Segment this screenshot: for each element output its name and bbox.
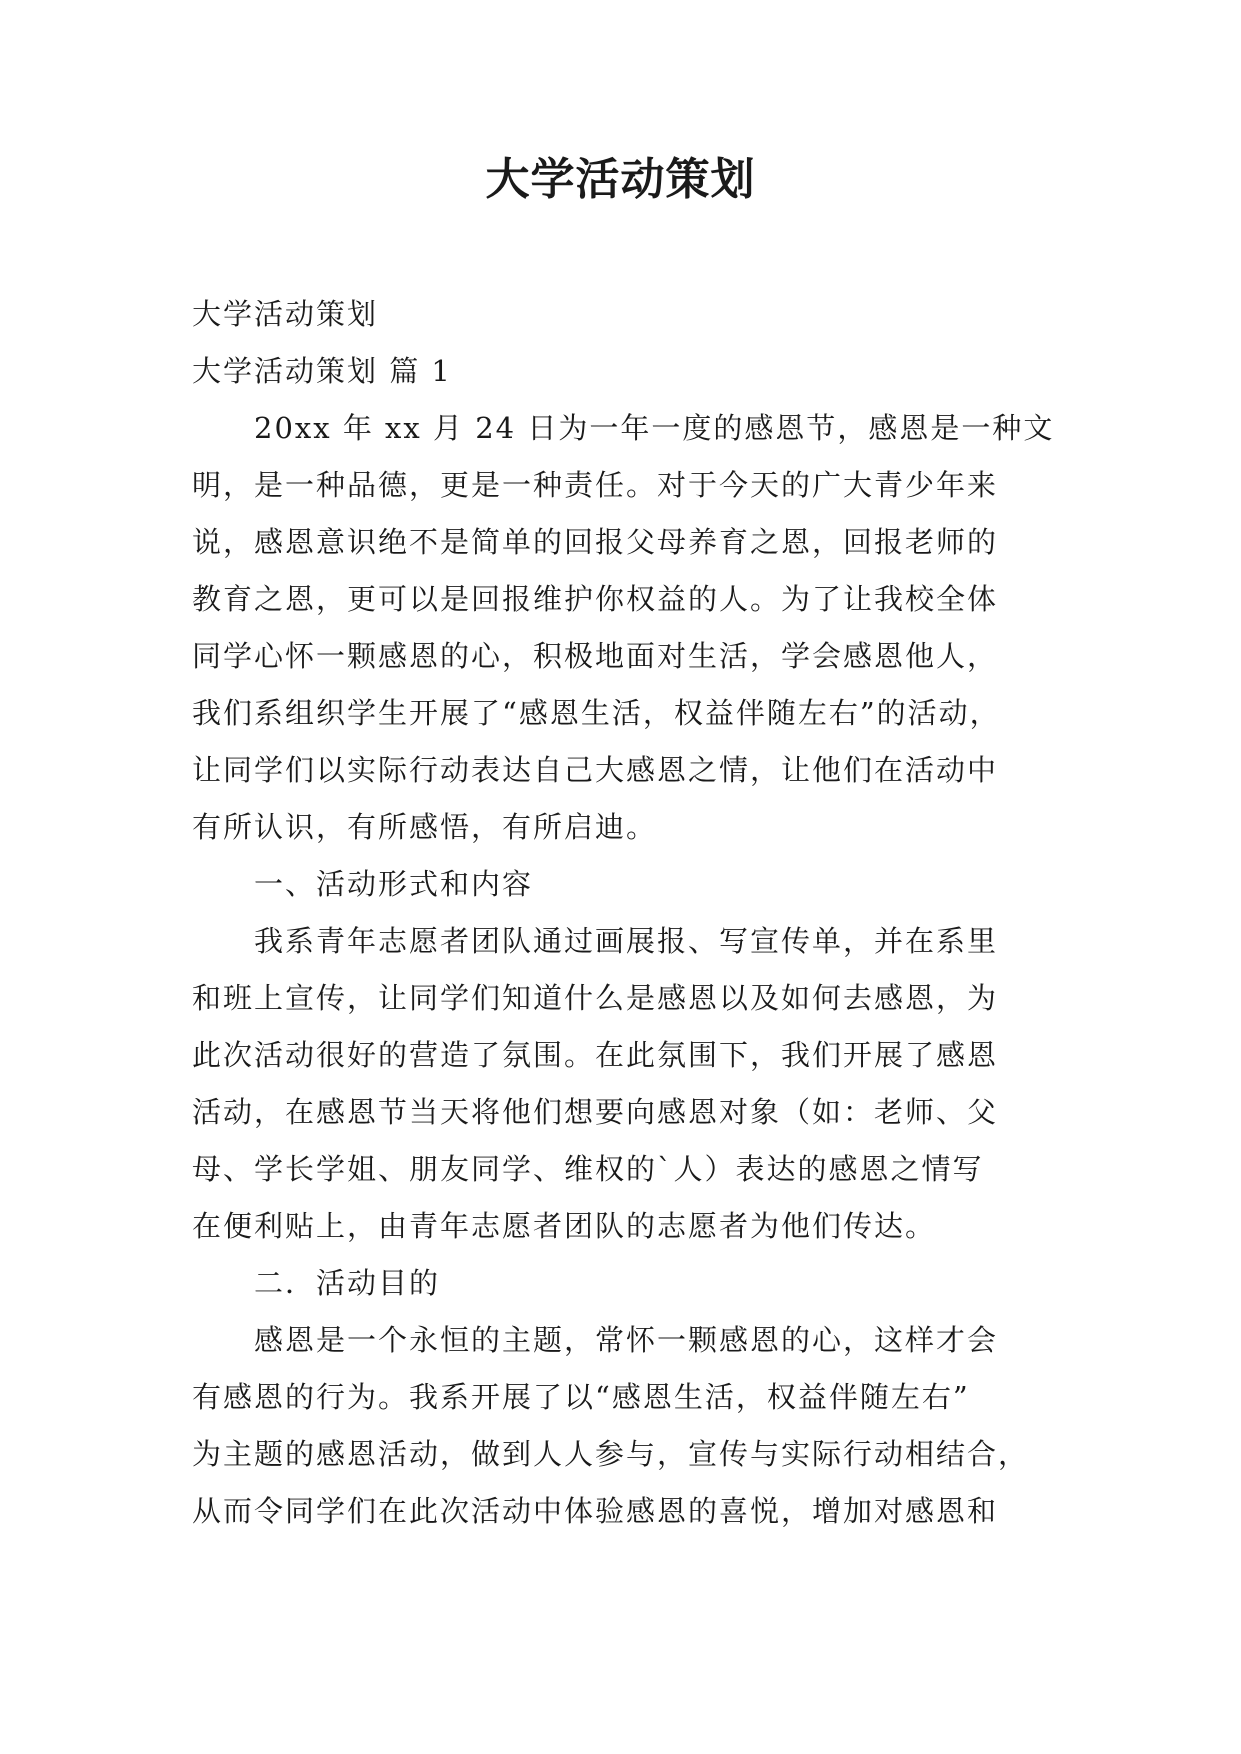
body-lines (192, 400, 1054, 1540)
body-line: 20xx 年 xx 月 24 日为一年一度的感恩节，感恩是一种文 (254, 411, 1055, 445)
body-line: 教育之恩，更可以是回报维护你权益的人。为了让我校全体 (192, 582, 999, 616)
body-line: 让同学们以实际行动表达自己大感恩之情，让他们在活动中 (192, 753, 999, 787)
body-line: 为主题的感恩活动，做到人人参与，宣传与实际行动相结合， (192, 1437, 1030, 1471)
body-line: 和班上宣传，让同学们知道什么是感恩以及如何去感恩，为 (192, 981, 999, 1015)
body-line: 有感恩的行为。我系开展了以“感恩生活，权益伴随左右” (192, 1380, 970, 1414)
body-line: 母、学长学姐、朋友同学、维权的`人）表达的感恩之情写 (192, 1152, 984, 1186)
body-line: 我系青年志愿者团队通过画展报、写宣传单，并在系里 (254, 924, 999, 958)
body-line: 有所认识，有所感悟，有所启迪。 (192, 810, 658, 844)
document-title: 大学活动策划 (485, 154, 756, 205)
body-line: 活动，在感恩节当天将他们想要向感恩对象（如：老师、父 (192, 1095, 999, 1129)
body-line: 一、活动形式和内容 (254, 867, 534, 901)
body-line: 二．活动目的 (254, 1266, 441, 1300)
body-line: 明，是一种品德，更是一种责任。对于今天的广大青少年来 (192, 468, 999, 502)
body-line: 说，感恩意识绝不是简单的回报父母养育之恩，回报老师的 (192, 525, 999, 559)
body-line: 在便利贴上，由青年志愿者团队的志愿者为他们传达。 (192, 1209, 937, 1243)
body-line: 同学心怀一颗感恩的心，积极地面对生活，学会感恩他人， (192, 639, 999, 673)
body-line: 此次活动很好的营造了氛围。在此氛围下，我们开展了感恩 (192, 1038, 999, 1072)
body-line: 感恩是一个永恒的主题，常怀一颗感恩的心，这样才会 (254, 1323, 999, 1357)
document-subtitle: 大学活动策划 (192, 297, 379, 331)
body-line: 我们系组织学生开展了“感恩生活，权益伴随左右”的活动， (192, 696, 1001, 730)
body-line: 从而令同学们在此次活动中体验感恩的喜悦，增加对感恩和 (192, 1494, 999, 1528)
document-body (192, 286, 1054, 1540)
section-heading: 大学活动策划 篇 1 (192, 354, 452, 388)
